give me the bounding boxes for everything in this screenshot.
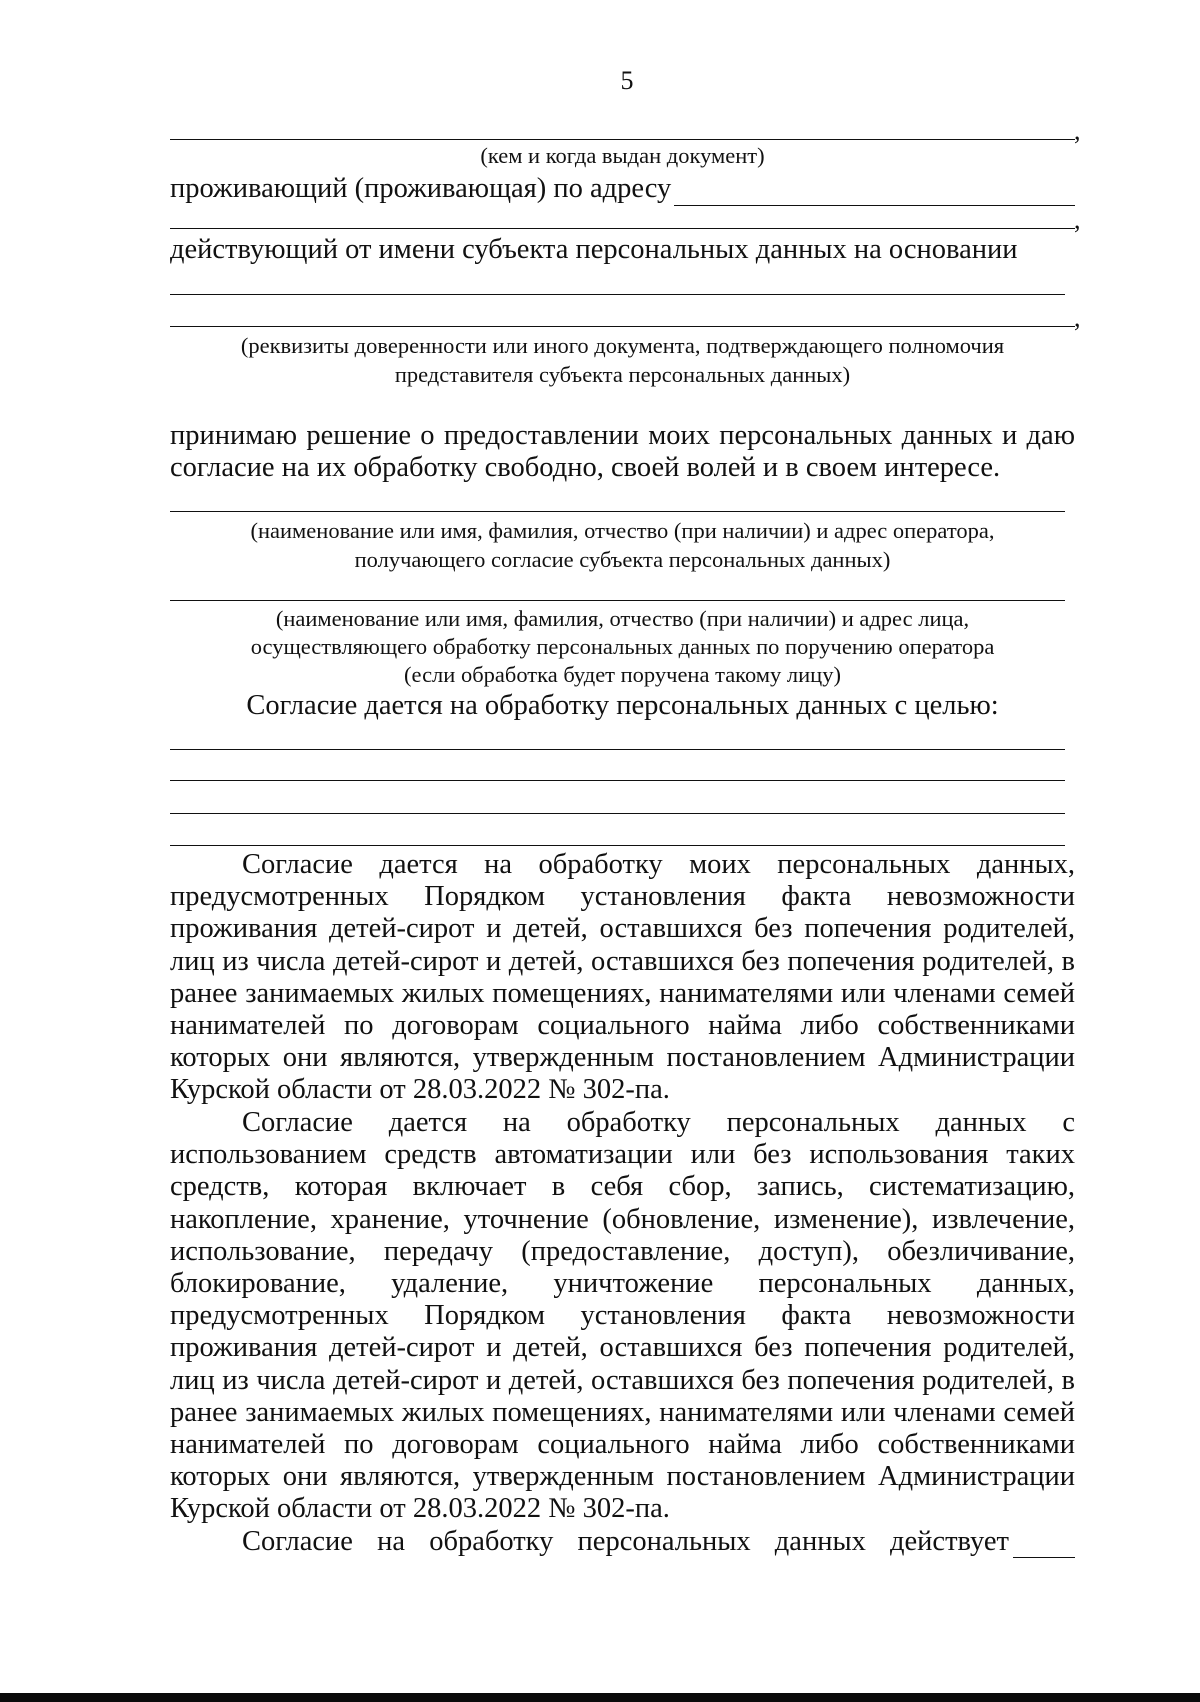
page-number: 5 xyxy=(620,66,634,95)
decision-paragraph: принимаю решение о предоставлении моих персональных данных и даю согласие на их обработку свободно, своей волей и в своем интересе. xyxy=(170,420,1075,484)
power-caption-line-2: представителя субъекта персональных данных) xyxy=(394,362,851,387)
scan-edge xyxy=(0,1693,1200,1702)
operator-caption-line-2: получающего согласие субъекта персональных данных) xyxy=(354,547,891,572)
address-blank xyxy=(170,228,1075,229)
basis-blank-1 xyxy=(170,294,1065,295)
purpose-blank-3 xyxy=(170,813,1065,814)
power-caption-line-1: (реквизиты доверенности или иного документа, подтверждающего полномочия xyxy=(240,333,1005,358)
purpose-blank-1 xyxy=(170,749,1065,750)
issued-caption: (кем и когда выдан документ) xyxy=(480,143,765,168)
residing-label: проживающий (проживающая) по адресу xyxy=(170,173,672,204)
consent-paragraph-1: Согласие дается на обработку моих персональных данных, предусмотренных Порядком установления факта невозможности проживания детей-сирот и детей, оставшихся без попечения родителей, лиц из числа детей-сирот и детей, оставшихся без попечения родителей, в ранее занимаемых жилых помещениях, нанимателями или членами семей нанимателей по договорам социального найма либо собственниками которых они являются, утвержденным постановлением Администрации Курской области от 28.03.2022 № 302-па. xyxy=(170,849,1075,1106)
processor-caption-line-3: (если обработка будет поручена такому лицу) xyxy=(404,662,841,687)
issued-by-blank xyxy=(170,139,1075,140)
validity-blank xyxy=(1013,1533,1075,1558)
operator-blank xyxy=(170,511,1065,512)
residing-line xyxy=(170,172,1075,206)
address-comma: , xyxy=(1074,205,1081,234)
operator-caption-line-1: (наименование или имя, фамилия, отчество (при наличии) и адрес оператора, xyxy=(250,518,995,543)
acting-line: действующий от имени субъекта персональных данных на основании xyxy=(170,234,1018,265)
issued-by-comma: , xyxy=(1074,116,1081,145)
basis-comma: , xyxy=(1074,303,1081,332)
basis-blank-2 xyxy=(170,326,1075,327)
residing-blank xyxy=(674,181,1075,206)
validity-label: Согласие на обработку персональных данных действует xyxy=(242,1526,1009,1557)
processor-caption-line-1: (наименование или имя, фамилия, отчество (при наличии) и адрес лица, xyxy=(275,606,970,631)
validity-line xyxy=(170,1526,1075,1558)
processor-blank xyxy=(170,600,1065,601)
purpose-blank-2 xyxy=(170,780,1065,781)
consent-paragraph-2: Согласие дается на обработку персональных данных с использованием средств автоматизации или без использования таких средств, которая включает в себя сбор, запись, систематизацию, накопление, хранение, уточнение (обновление, изменение), извлечение, использование, передачу (предоставление, доступ), обезличивание, блокирование, удаление, уничтожение персональных данных, предусмотренных Порядком установления факта невозможности проживания детей-сирот и детей, оставшихся без попечения родителей, лиц из числа детей-сирот и детей, оставшихся без попечения родителей, в ранее занимаемых жилых помещениях, нанимателями или членами семей нанимателей по договорам социального найма либо собственниками которых они являются, утвержденным постановлением Администрации Курской области от 28.03.2022 № 302-па. xyxy=(170,1107,1075,1525)
purpose-blank-4 xyxy=(170,845,1065,846)
processor-caption-line-2: осуществляющего обработку персональных данных по поручению оператора xyxy=(250,634,995,659)
purpose-line: Согласие дается на обработку персональных данных с целью: xyxy=(246,690,999,721)
